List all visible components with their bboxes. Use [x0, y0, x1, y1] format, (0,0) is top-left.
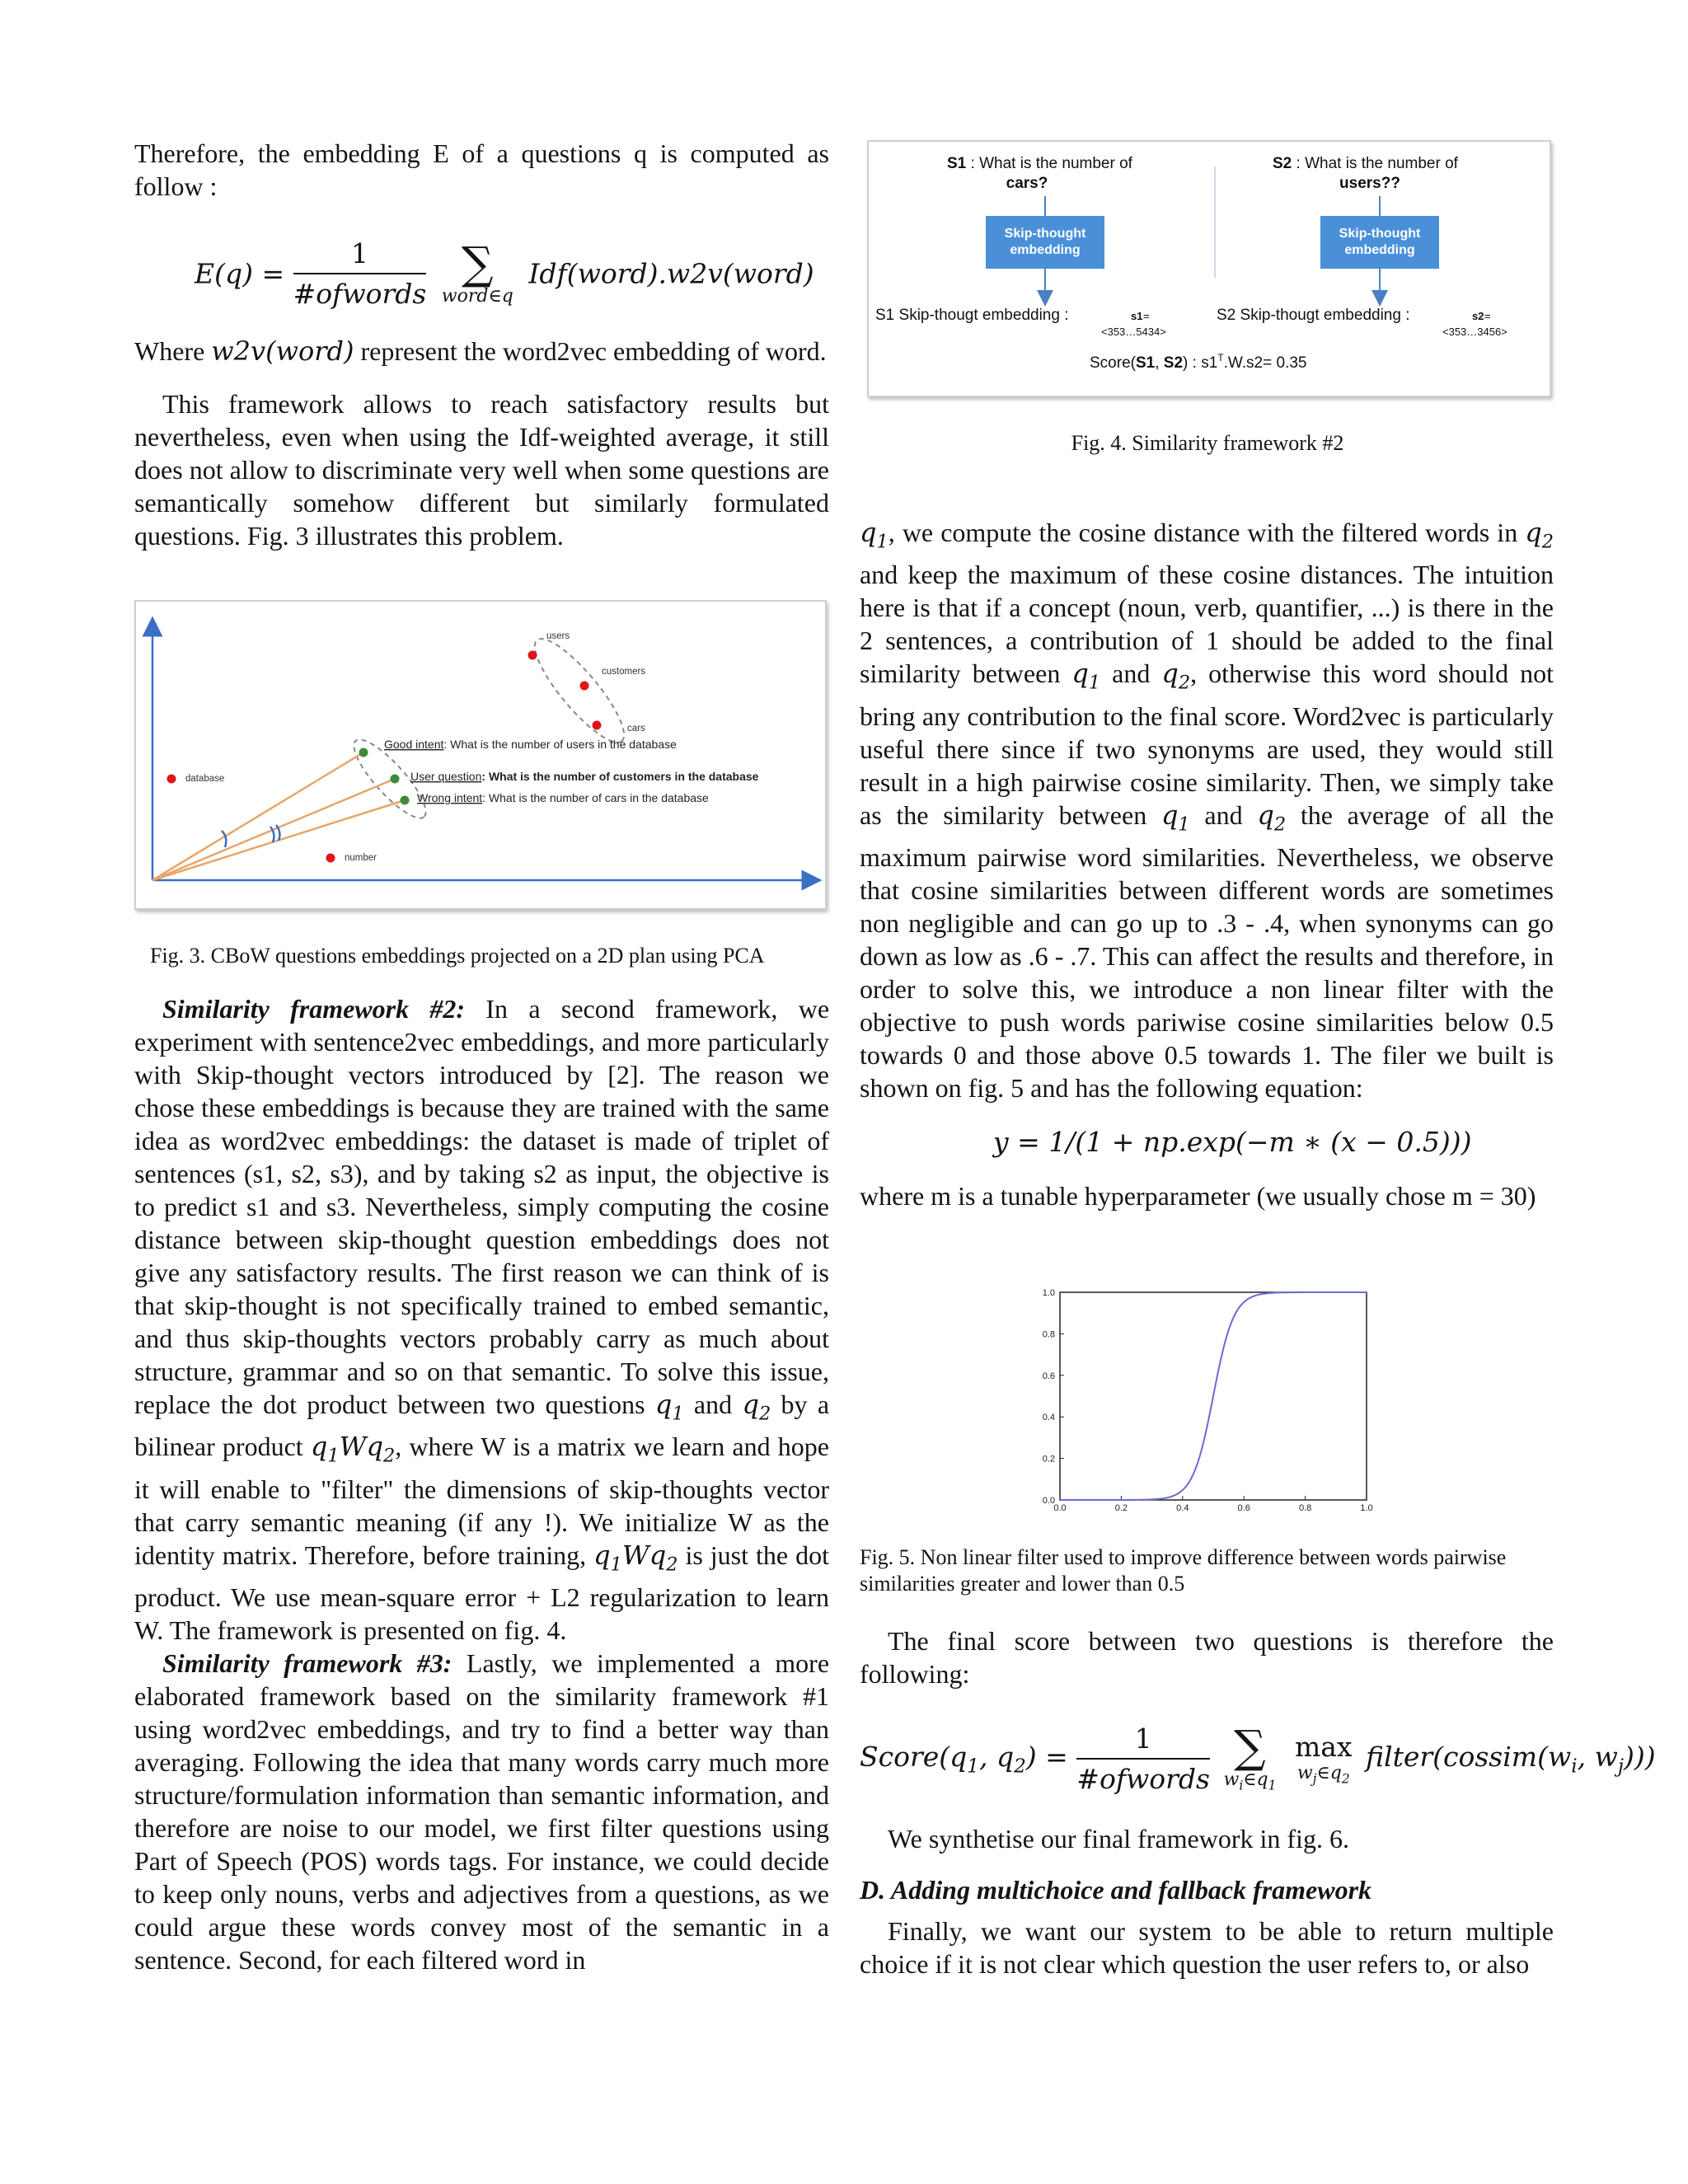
math: $q_1$: [654, 1389, 684, 1425]
math: $q_2$: [1161, 658, 1191, 694]
text: , we compute the cosine distance with the filtered words in: [888, 518, 1518, 547]
math: $q_1Wq_2$: [310, 1431, 396, 1467]
math: $q_2$: [1257, 799, 1287, 836]
s1-question-2: cars?: [1006, 175, 1048, 192]
wrong-intent-text: : What is the number of cars in the database: [482, 791, 709, 804]
eq-max: [1295, 1731, 1353, 1786]
score-line: Score(S1, S2) : $s1^T.W.s2= 0.35$: [1090, 352, 1307, 372]
point-user-question: [391, 775, 400, 784]
left-column-3: [134, 992, 829, 1976]
s1-vector-name: s1: [1131, 310, 1143, 322]
figure-5: [1014, 1276, 1376, 1515]
text: and: [693, 1390, 733, 1419]
fig3-caption: Fig. 3. CBoW questions embeddings projected on a 2D plan using PCA: [150, 944, 765, 968]
y-tick-label: 0.6: [1042, 1371, 1055, 1381]
paragraph: [134, 1647, 829, 1976]
s1-embedding: S1 Skip-thougt embedding :: [875, 307, 1069, 324]
x-tick-label: 0.6: [1237, 1503, 1250, 1513]
s2-question: S2 : What is the number of: [1273, 155, 1458, 172]
fig5-chart: [1014, 1276, 1376, 1515]
label-good-intent: [384, 738, 677, 751]
text: , otherwise this word should not bring any contribution to the final score. Word2vec is particularly useful there since if two synonyms are used, they would still result in a high pairwise cosine similarity. Then, we simply take as the similarity between: [860, 658, 1554, 830]
user-question-text: : What is the number of customers in the database: [481, 770, 759, 783]
math: w2v(word): [211, 335, 354, 367]
subheading: Similarity framework #2:: [162, 994, 466, 1024]
eq-den: #ofwords: [293, 278, 427, 310]
point-cars: [593, 721, 602, 730]
eq-rhs: $filter(cossim(w_i$, $w_j$))): [1366, 1740, 1656, 1778]
text: Where: [134, 336, 205, 366]
series-line: [1060, 1292, 1367, 1500]
text: the average of all the maximum pairwise word similarities. Nevertheless, we observe that cosine similarities between different words are sometimes non negligible and can go up to .3 - .4, when synonyms can go down as low as .6 - .7. This can affect the results and therefore, in order to solve this, we introduce a non linear filter with the objective to push words pariwise cosine similarities below 0.5 towards 0 and those above 0.5 towards 1. The filer we built is shown on fig. 5 and has the following equation:: [860, 799, 1554, 1104]
sum-symbol: ∑: [462, 237, 494, 289]
text: is just the dot product. We use mean-square error + L2 regularization to learn W. The framework is presented on fig. 4.: [134, 1540, 830, 1646]
paragraph: [134, 335, 829, 368]
fig4-svg: [869, 142, 1550, 396]
x-tick-label: 0.2: [1114, 1503, 1128, 1513]
eq-lhs: E(q) =: [195, 257, 285, 290]
paragraph: We synthetise our final framework in fig. 6.: [888, 1824, 1349, 1854]
math: $q_1$: [860, 517, 889, 553]
y-tick-label: 1.0: [1042, 1288, 1055, 1298]
equation-filter: y = 1/(1 + np.exp(−m ∗ (x − 0.5))): [993, 1126, 1472, 1158]
fig3-svg: [136, 602, 825, 908]
paragraph: Finally, we want our system to be able to return multiple choice if it is not clear which question the user refers to, or also: [860, 1916, 1554, 1979]
math: $q_1Wq_2$: [593, 1539, 678, 1576]
paragraph: This framework allows to reach satisfactory results but nevertheless, even when using the Idf-weighted average, it still does not allow to discriminate very well when some questions are semantically somehow different but similarly formulated questions. Fig. 3 illustrates this problem.: [134, 389, 829, 551]
point-users: [528, 651, 537, 660]
equation-score: [860, 1722, 1656, 1813]
s1-question: S1 : What is the number of: [947, 155, 1132, 172]
right-column-4: [860, 1822, 1554, 1980]
sum-subscript: word∈q: [441, 285, 513, 307]
point-customers: [580, 682, 589, 691]
math: $q_1$: [1160, 799, 1190, 836]
text: In a second framework, we experiment with sentence2vec embeddings, and more particularly with Skip-thought vectors introduced by [2]. The reason we chose these embeddings is because they are trained with the same idea as word2vec embeddings: the dataset is made of triplet of sentences (s1, s2, s3), and by taking s2 as input, the objective is to predict s1 and s3. Nevertheless, simply computing the cosine distance between skip-thought question embeddings does not give any satisfactory results. The first reason we can think of is that skip-thought is not specifically trained to embed semantic, and thus skip-thoughts vectors probably carry as much about structure, grammar and so on that semantic. To solve this issue, replace the dot product between two questions: [134, 994, 830, 1419]
figure-4: [867, 140, 1551, 397]
math: $q_2$: [1525, 517, 1554, 553]
wrong-intent-label: Wrong intent: [417, 791, 483, 804]
s2-vector-eq: =: [1484, 310, 1491, 322]
paragraph: where m is a tunable hyperparameter (we usually chose m = 30): [860, 1181, 1536, 1211]
eq-sum: [1223, 1720, 1277, 1793]
point-number: [326, 854, 335, 863]
subheading: Similarity framework #3:: [162, 1648, 452, 1679]
eq-fraction: [293, 237, 427, 310]
paragraph: [134, 992, 829, 1647]
label-customers: customers: [602, 667, 646, 677]
user-question-label: User question: [410, 770, 482, 783]
text: represent the word2vec embedding of word.: [360, 336, 827, 366]
eq-rhs: Idf(word).w2v(word): [528, 257, 814, 290]
right-column-3: [860, 1624, 1554, 1690]
s2-embedding: S2 Skip-thougt embedding :: [1217, 307, 1410, 324]
text: by a bilinear product: [134, 1390, 830, 1462]
text: and: [1204, 799, 1243, 830]
label-database: database: [185, 774, 225, 784]
math: $q_1$: [1071, 658, 1101, 694]
max-operator: max: [1294, 1731, 1353, 1764]
s1-vector: <353…5434>: [1101, 326, 1166, 338]
max-subscript: $w_j\in q_2$: [1296, 1763, 1350, 1787]
fig5-caption: Fig. 5. Non linear filter used to improve difference between words pairwise similarities greater and lower than 0.5: [860, 1545, 1507, 1596]
eq-sum: [441, 237, 513, 307]
paragraph: The final score between two questions is therefore the following:: [860, 1626, 1554, 1689]
text: and keep the maximum of these cosine distances. The intuition here is that if a concept (noun, verb, quantifier, ...) is there in the 2 sentences, a contribution of 1 should be added to the final similarity between: [860, 560, 1554, 689]
s1-vector-eq: =: [1143, 310, 1150, 322]
right-column-2: [860, 1179, 1554, 1212]
label-wrong-intent: [417, 791, 709, 804]
left-column: [134, 137, 829, 203]
x-tick-label: 0.4: [1176, 1503, 1189, 1513]
box-label: Skip-thought embedding: [1004, 227, 1086, 257]
x-tick-label: 1.0: [1360, 1503, 1373, 1513]
eq-num: 1: [293, 237, 427, 274]
point-good-intent: [359, 748, 368, 757]
y-tick-label: 0.4: [1042, 1413, 1055, 1423]
text: , where W is a matrix we learn and hope it will enable to "filter" the dimensions of skip-thoughts vector that carry semantic meaning (if any !). We initialize W as the identity matrix. Therefore, before training,: [134, 1432, 830, 1570]
x-tick-label: 0.0: [1053, 1503, 1067, 1513]
section-heading: D. Adding multichoice and fallback framework: [860, 1875, 1372, 1905]
s2-vector: <353…3456>: [1442, 326, 1507, 338]
label-cars: cars: [627, 724, 645, 733]
fig4-caption: Fig. 4. Similarity framework #2: [1071, 431, 1344, 455]
text: Lastly, we implemented a more elaborated framework based on the similarity framework #1 using word2vec embeddings, and try to find a better way than averaging. Following the idea that many words carry much more structure/formulation information than semantic information, and therefore are noise to our model, we first filter questions using Part of Speech (POS) words tags. For instance, we could decide to keep only nouns, verbs and adjectives from a questions, as we could argue these words convey most of the semantic in a sentence. Second, for each filtered word in: [134, 1648, 830, 1975]
box-label: Skip-thought embedding: [1339, 227, 1421, 257]
y-tick-label: 0.8: [1042, 1329, 1055, 1340]
good-intent-label: Good intent: [384, 738, 444, 751]
label-user-question: [410, 770, 759, 783]
math: $q_2$: [742, 1389, 771, 1425]
sum-subscript: $w_i\in q_1$: [1223, 1769, 1277, 1793]
point-wrong-intent: [401, 796, 410, 805]
good-intent-text: : What is the number of users in the database: [443, 738, 677, 751]
left-column-2: [134, 335, 829, 552]
text: and: [1112, 658, 1151, 689]
label-users: users: [546, 631, 570, 641]
point-database: [167, 775, 176, 784]
eq-fraction: [1076, 1722, 1210, 1795]
label-number: number: [345, 853, 377, 863]
eq-lhs: $Score(q_1$, $q_2$) =: [860, 1740, 1068, 1778]
y-tick-label: 0.2: [1042, 1454, 1055, 1465]
s2-vector-name: s2: [1472, 310, 1484, 322]
y-tick-label: 0.0: [1042, 1496, 1055, 1506]
right-column: [860, 516, 1554, 1104]
sum-symbol: ∑: [1234, 1720, 1266, 1773]
eq-den: #ofwords: [1076, 1763, 1210, 1795]
paragraph: Therefore, the embedding E of a questions q is computed as follow :: [134, 138, 829, 201]
paragraph: [860, 516, 1554, 1104]
x-tick-label: 0.8: [1298, 1503, 1312, 1513]
s2-question-2: users??: [1339, 175, 1400, 192]
figure-3: [134, 600, 827, 910]
vector-user: [152, 779, 395, 880]
cluster-ellipse: [523, 629, 636, 753]
equation-embedding: [195, 237, 814, 328]
eq-num: 1: [1076, 1722, 1210, 1760]
